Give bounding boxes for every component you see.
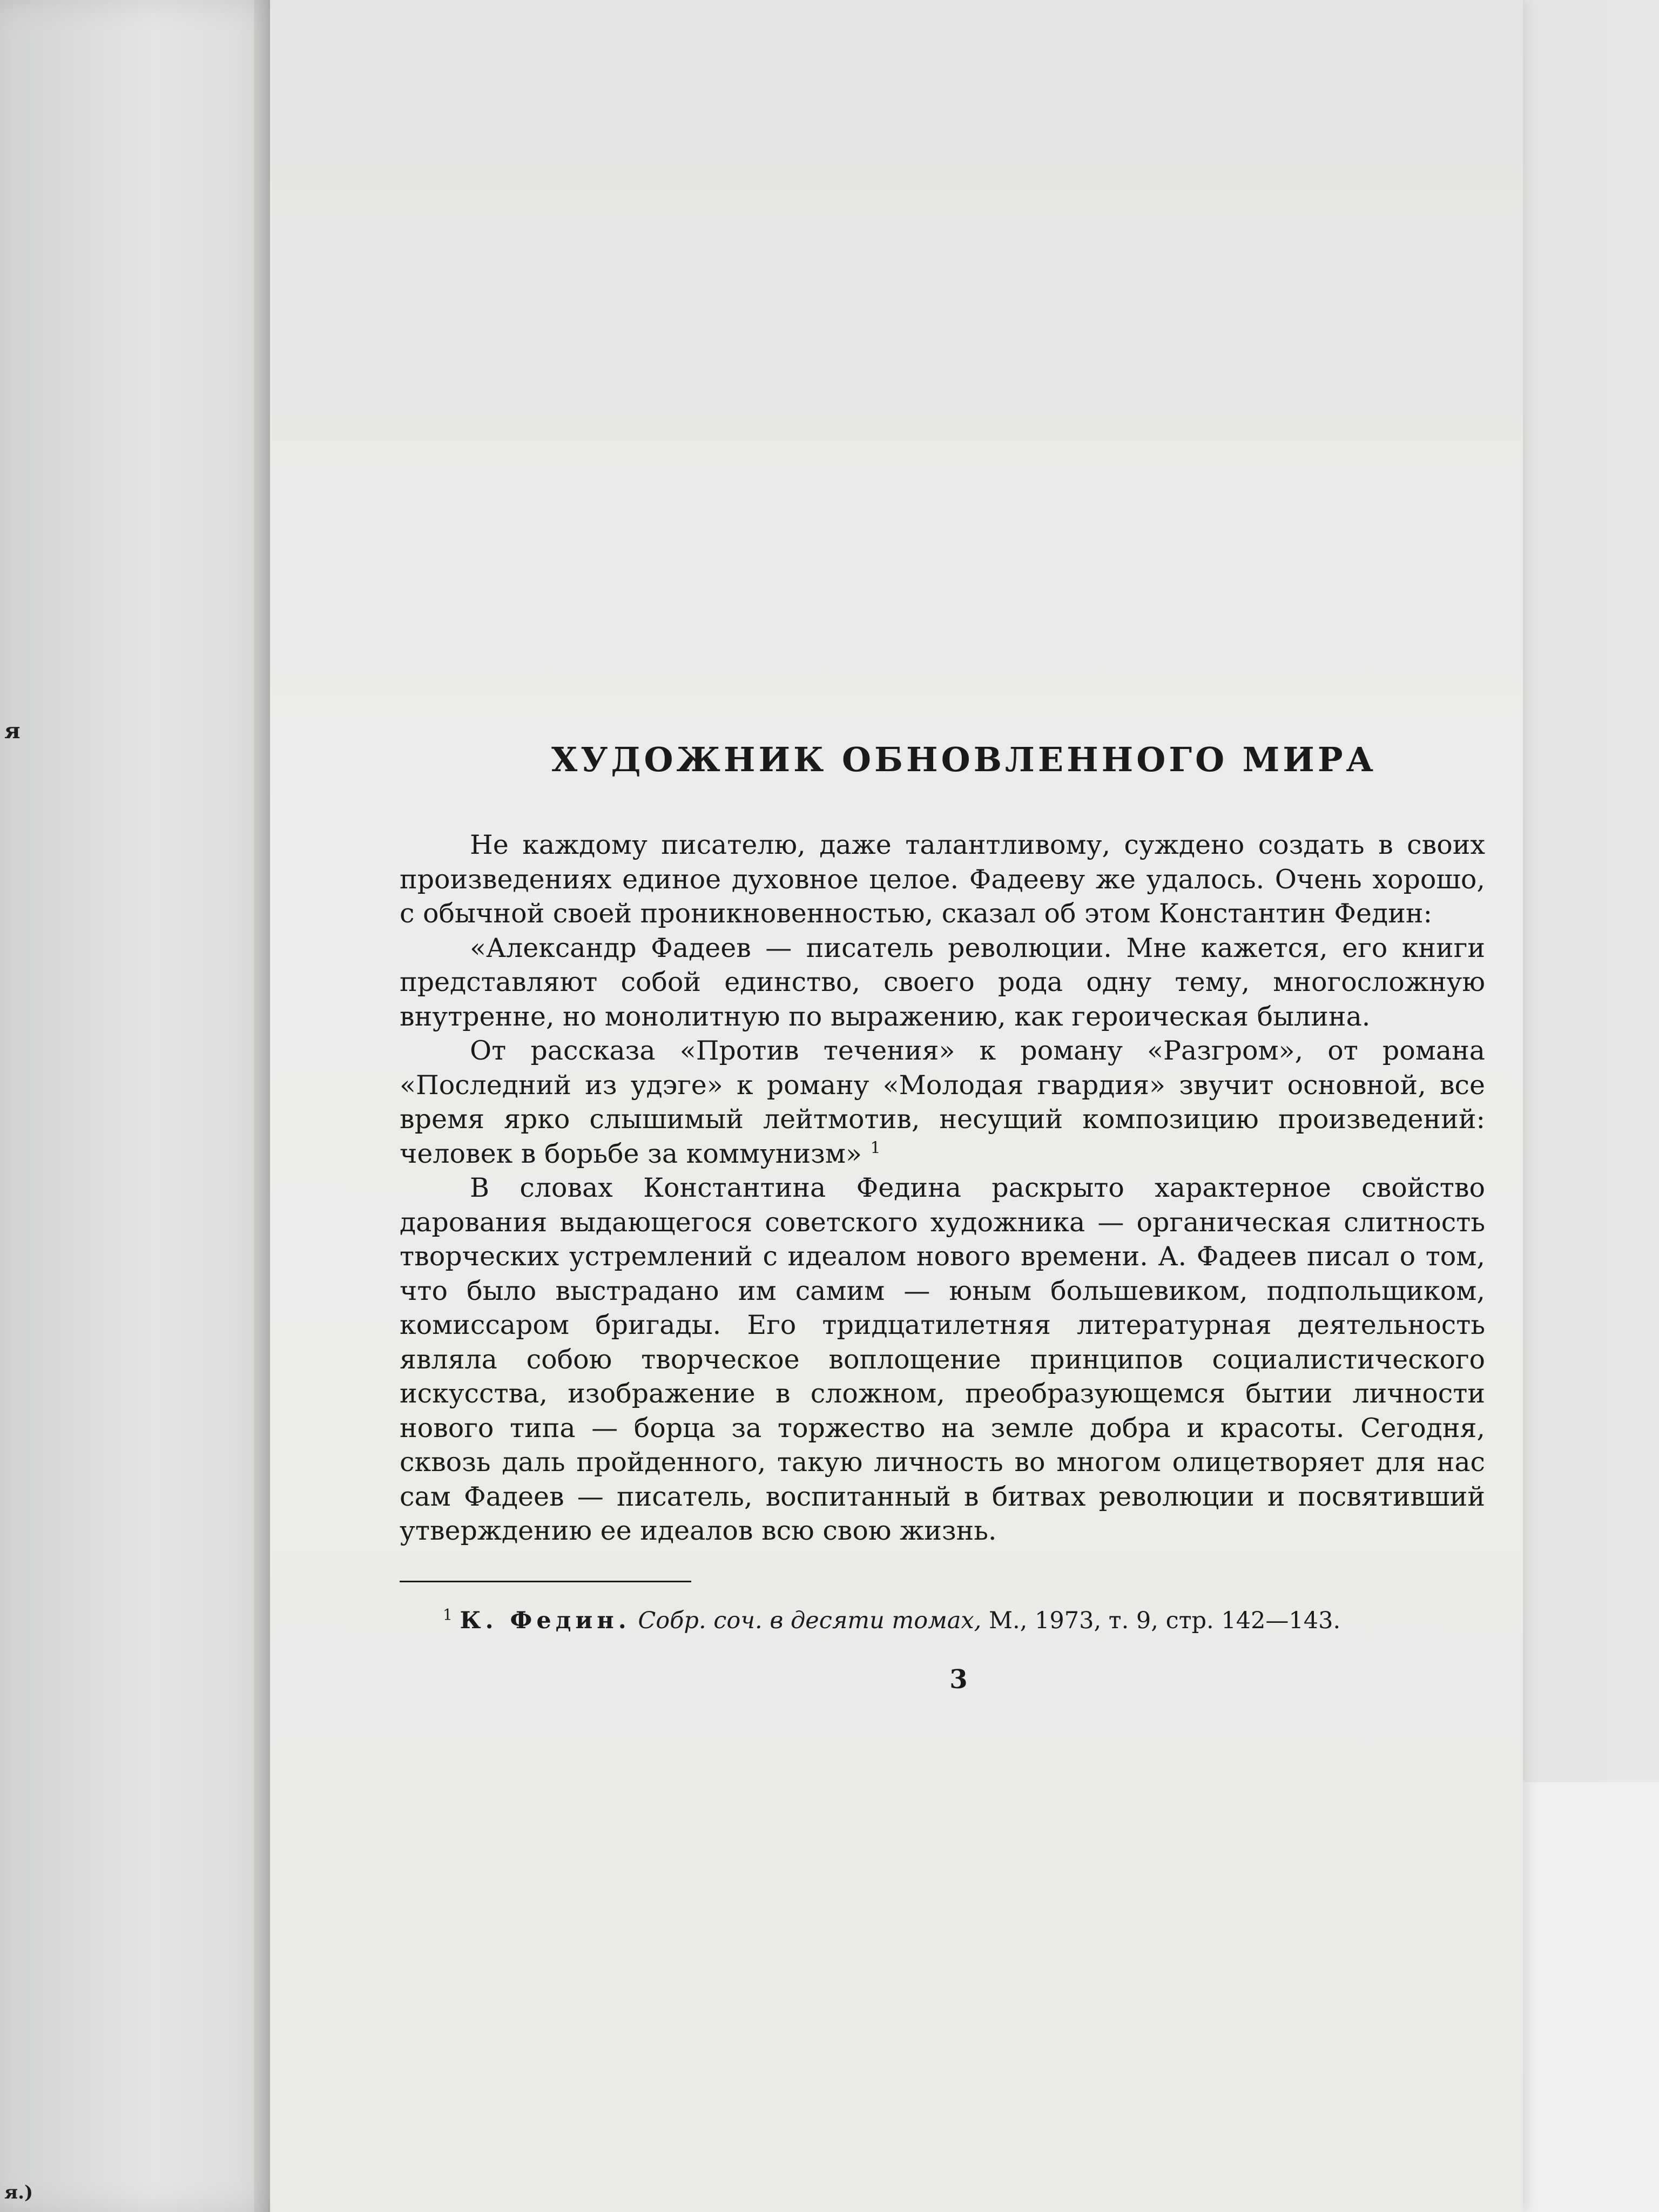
paragraph-4: В словах Константина Федина раскрыто характерное свойство дарования выдающегося советского художника — органическая слитность творческих устремлений с идеалом нового времени. А. Фадеев писал о том, что было выстрадано им самим — юным большевиком, подпольщиком, комиссаром бригады. Его тридцатилетняя литературная деятельность являла собою творческое воплощение принципов социалистического искусства, изображение в сложном, преобразующемся бытии личности нового типа — борца за торжество на земле добра и красоты. Сегодня, сквозь даль пройденного, такую личность во многом олицетворяет для нас сам Фадеев — писатель, воспитанный в битвах революции и посвятивший утверждению ее идеалов всю свою жизнь. bbox=[400, 1172, 1485, 1546]
footnote-divider bbox=[400, 1581, 691, 1582]
footnote-author: К. Федин. bbox=[460, 1607, 631, 1634]
paragraph-3 bbox=[400, 1034, 1485, 1171]
left-facing-page bbox=[0, 0, 281, 2212]
left-page-fragment-bottom: я.) bbox=[4, 2182, 33, 2203]
page-number: 3 bbox=[949, 1664, 968, 1695]
footnote bbox=[400, 1604, 1485, 1637]
book-page bbox=[270, 0, 1523, 2212]
paragraph-3-text: От рассказа «Против течения» к роману «Разгром», от романа «Последний из удэге» к роману «Молодая гвардия» звучит основной, все время ярко слышимый лейтмотив, несущий композицию произведений: человек в борьбе за коммунизм» bbox=[400, 1035, 1485, 1169]
footnote-details: М., 1973, т. 9, стр. 142—143. bbox=[988, 1607, 1341, 1634]
page-content bbox=[400, 740, 1485, 1695]
footnote-title: Собр. соч. в десяти томах, bbox=[638, 1607, 982, 1634]
footnote-reference: 1 bbox=[870, 1138, 881, 1158]
chapter-title: ХУДОЖНИК ОБНОВЛЕННОГО МИРА bbox=[551, 740, 1377, 779]
paragraph-1: Не каждому писателю, даже талантливому, суждено создать в своих произведениях единое духовное целое. Фадееву же удалось. Очень хорошо, с обычной своей проникновенностью, сказал об этом Константин Федин: bbox=[400, 830, 1485, 929]
paragraph-2: «Александр Фадеев — писатель революции. Мне кажется, его книги представляют собой единство, своего рода одну тему, многосложную внутренне, но монолитную по выражению, как героическая былина. bbox=[400, 932, 1485, 1032]
footnote-mark: 1 bbox=[443, 1606, 453, 1624]
left-page-fragment-top: я bbox=[4, 718, 21, 744]
